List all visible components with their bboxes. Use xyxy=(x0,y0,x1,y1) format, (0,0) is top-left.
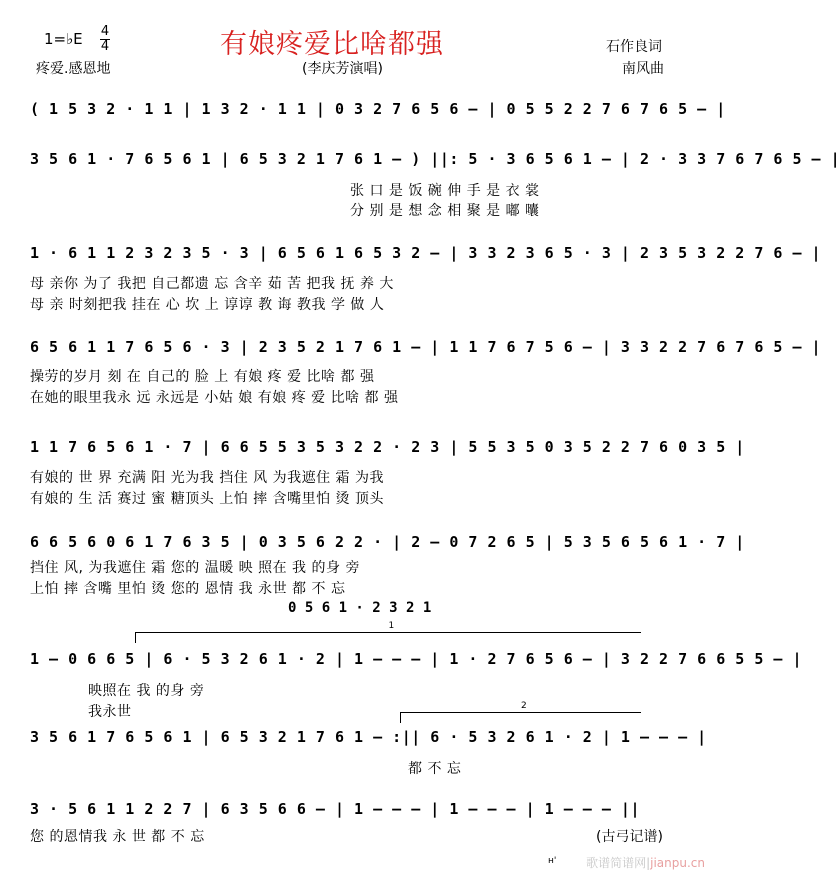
score-line-9: 3 · 5 6 1 1 2 2 7 | 6 3 5 6 6 – | 1 – – – | 1 – – – | 1 – – – || xyxy=(30,800,640,818)
score-line-6: 6 6 5 6 0 6 1 7 6 3 5 | 0 3 5 6 2 2 · | 2 – 0 7 2 6 5 | 5 3 5 6 5 6 1 · 7 | xyxy=(30,533,745,551)
lyric-line-3a: 母 亲你 为了 我把 自己都遗 忘 含辛 茹 苦 把我 抚 养 大 xyxy=(30,276,394,292)
volta-number-1: 1 xyxy=(388,621,395,631)
watermark-site-name: 歌谱简谱网 xyxy=(586,856,647,870)
time-signature-bottom: 4 xyxy=(100,39,110,54)
lyric-line-8a: 都 不 忘 xyxy=(408,761,462,777)
lyric-line-7b: 我永世 xyxy=(88,704,132,720)
time-signature-top: 4 xyxy=(100,24,110,39)
notation-credit: (古弓记谱) xyxy=(596,829,663,845)
footer-mark: н' xyxy=(548,856,557,866)
score-line-5: 1 1 7 6 5 6 1 · 7 | 6 6 5 5 3 5 3 2 2 · 2 3 | 5 5 3 5 0 3 5 2 2 7 6 0 3 5 | xyxy=(30,438,745,456)
lyric-line-5a: 有娘的 世 界 充满 阳 光为我 挡住 风 为我遮住 霜 为我 xyxy=(30,470,385,486)
score-line-1: ( 1 5 3 2 · 1 1 | 1 3 2 · 1 1 | 0 3 2 7 6 5 6 – | 0 5 5 2 2 7 6 7 6 5 – | xyxy=(30,100,726,118)
score-line-2: 3 5 6 1 · 7 6 5 6 1 | 6 5 3 2 1 7 6 1 – ) ||: 5 · 3 6 5 6 1 – | 2 · 3 3 7 6 7 6 5 – | xyxy=(30,150,840,168)
singer-label: (李庆芳演唱) xyxy=(302,61,383,77)
score-line-8: 3 5 6 1 7 6 5 6 1 | 6 5 3 2 1 7 6 1 – :|| 6 · 5 3 2 6 1 · 2 | 1 – – – | xyxy=(30,728,707,746)
site-watermark: 歌谱简谱网|jianpu.cn xyxy=(586,856,705,870)
lyric-line-6a: 挡住 风, 为我遮住 霜 您的 温暖 映 照在 我 的身 旁 xyxy=(30,560,360,576)
ossia-line: 0 5 6 1 · 2 3 2 1 xyxy=(288,600,432,616)
time-signature xyxy=(100,26,110,53)
lyric-line-5b: 有娘的 生 活 赛过 蜜 糖顶头 上怕 摔 含嘴里怕 烫 顶头 xyxy=(30,491,385,507)
key-signature: 1=♭E xyxy=(44,30,83,48)
composer-credit: 南风曲 xyxy=(622,61,664,77)
lyric-line-3b: 母 亲 时刻把我 挂在 心 坎 上 谆谆 教 诲 教我 学 做 人 xyxy=(30,297,385,313)
lyric-line-2a: 张 口 是 饭 碗 伸 手 是 衣 裳 xyxy=(350,183,540,199)
score-line-4: 6 5 6 1 1 7 6 5 6 · 3 | 2 3 5 2 1 7 6 1 – | 1 1 7 6 7 5 6 – | 3 3 2 2 7 6 7 6 5 – | xyxy=(30,338,822,356)
lyric-line-9a: 您 的恩情我 永 世 都 不 忘 xyxy=(30,829,205,845)
score-line-7: 1 – 0 6 6 5 | 6 · 5 3 2 6 1 · 2 | 1 – – – | 1 · 2 7 6 5 6 – | 3 2 2 7 6 6 5 5 – | xyxy=(30,650,802,668)
volta-bracket-2 xyxy=(400,701,641,723)
lyric-line-7a: 映照在 我 的身 旁 xyxy=(88,683,205,699)
lyric-line-6b: 上怕 摔 含嘴 里怕 烫 您的 恩情 我 永世 都 不 忘 xyxy=(30,581,346,597)
volta-number-2: 2 xyxy=(521,701,527,711)
album-label: 疼爱.感恩地 xyxy=(36,61,111,77)
lyric-line-2b: 分 别 是 想 念 相 聚 是 嘟 囔 xyxy=(350,203,540,219)
page-title: 有娘疼爱比啥都强 xyxy=(220,29,444,60)
lyricist-credit: 石作良词 xyxy=(606,39,662,55)
watermark-url: jianpu.cn xyxy=(650,856,705,870)
score-line-3: 1 · 6 1 1 2 3 2 3 5 · 3 | 6 5 6 1 6 5 3 2 – | 3 3 2 3 6 5 · 3 | 2 3 5 3 2 2 7 6 – | xyxy=(30,244,822,262)
lyric-line-4b: 在她的眼里我永 远 永远是 小姑 娘 有娘 疼 爱 比啥 都 强 xyxy=(30,390,399,406)
lyric-line-4a: 操劳的岁月 刻 在 自己的 脸 上 有娘 疼 爱 比啥 都 强 xyxy=(30,369,375,385)
volta-bracket-1 xyxy=(135,621,641,643)
